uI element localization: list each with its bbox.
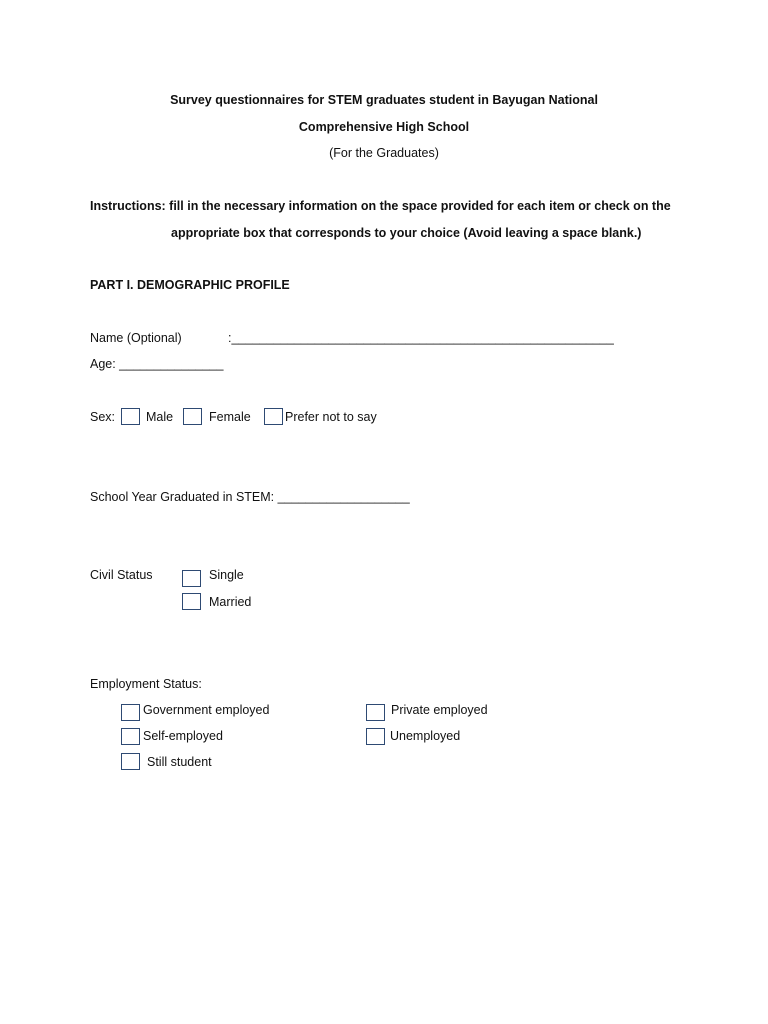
title-line-2: Comprehensive High School	[298, 120, 470, 134]
employment-government-checkbox[interactable]	[121, 704, 140, 721]
employment-self-label: Self-employed	[143, 729, 223, 743]
employment-private-label: Private employed	[391, 703, 488, 717]
employment-student-checkbox[interactable]	[121, 753, 140, 770]
employment-unemployed-label: Unemployed	[390, 729, 461, 743]
sex-female-label: Female	[209, 410, 251, 424]
part-1-heading: PART I. DEMOGRAPHIC PROFILE	[90, 278, 290, 292]
civil-single-label: Single	[209, 568, 244, 582]
name-field[interactable]: :_______________________________________________________	[228, 331, 614, 345]
school-year-field[interactable]: School Year Graduated in STEM: ___________________	[90, 490, 410, 504]
age-field[interactable]: Age: _______________	[90, 357, 224, 371]
civil-married-checkbox[interactable]	[182, 593, 201, 610]
civil-single-checkbox[interactable]	[182, 570, 201, 587]
sex-prefer-not-checkbox[interactable]	[264, 408, 283, 425]
instructions-line-2: appropriate box that corresponds to your choice (Avoid leaving a space blank.)	[171, 226, 642, 240]
sex-male-label: Male	[146, 410, 174, 424]
employment-unemployed-checkbox[interactable]	[366, 728, 385, 745]
employment-status-label: Employment Status:	[90, 677, 202, 691]
civil-married-label: Married	[209, 595, 252, 609]
subtitle: (For the Graduates)	[329, 146, 439, 160]
civil-status-label: Civil Status	[90, 568, 153, 582]
instructions-line-1: Instructions: fill in the necessary information on the space provided for each item or check on the	[90, 199, 671, 213]
sex-prefer-not-label: Prefer not to say	[285, 410, 377, 424]
employment-self-checkbox[interactable]	[121, 728, 140, 745]
employment-private-checkbox[interactable]	[366, 704, 385, 721]
sex-female-checkbox[interactable]	[183, 408, 202, 425]
sex-label: Sex:	[90, 410, 116, 424]
title-line-1: Survey questionnaires for STEM graduates student in Bayugan National	[170, 93, 598, 107]
name-label: Name (Optional)	[90, 331, 182, 345]
employment-student-label: Still student	[147, 755, 212, 769]
sex-male-checkbox[interactable]	[121, 408, 140, 425]
employment-government-label: Government employed	[143, 703, 270, 717]
